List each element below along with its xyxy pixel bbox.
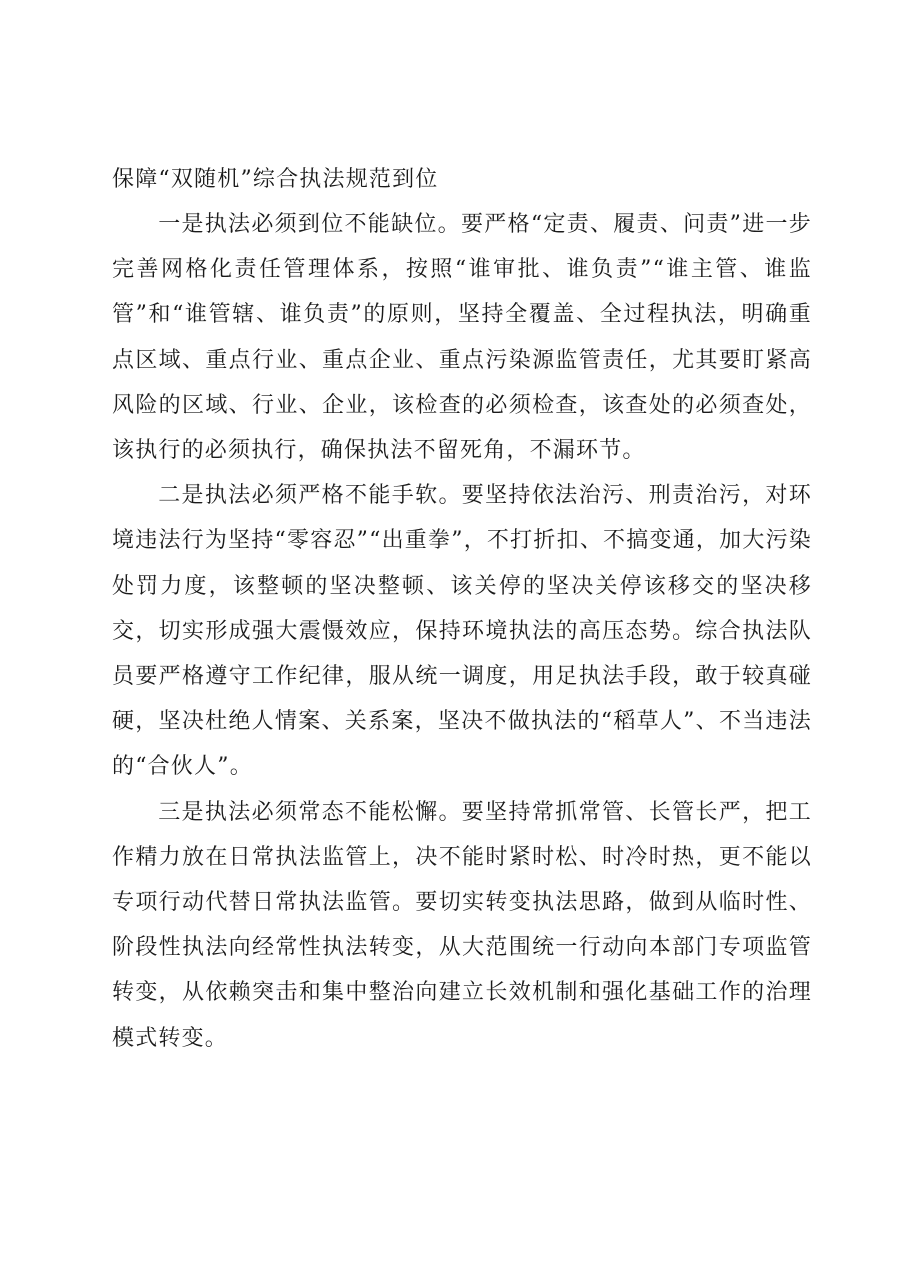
paragraph-1: 一是执法必须到位不能缺位。要严格“定责、履责、问责”进一步完善网格化责任管理体系，按照“谁审批、谁负责”“谁主管、谁监管”和“谁管辖、谁负责”的原则，坚持全覆盖、全过程执法，明确重点区域、重点行业、重点企业、重点污染源监管责任，尤其要盯紧高风险的区域、行业、企业，该检查的必须检查，该查处的必须查处，该执行的必须执行，确保执法不留死角，不漏环节。	[112, 212, 812, 464]
section-heading: 保障“双随机”综合执法规范到位	[112, 167, 439, 192]
document-body	[112, 158, 812, 1061]
paragraph-2: 二是执法必须严格不能手软。要坚持依法治污、刑责治污，对环境违法行为坚持“零容忍”“出重拳”，不打折扣、不搞变通，加大污染处罚力度，该整顿的坚决整顿、该关停的坚决关停该移交的坚决移交，切实形成强大震慑效应，保持环境执法的高压态势。综合执法队员要严格遵守工作纪律，服从统一调度，用足执法手段，敢于较真碰硬，坚决杜绝人情案、关系案，坚决不做执法的“稻草人”、不当违法的“合伙人”。	[112, 483, 812, 780]
paragraph-3: 三是执法必须常态不能松懈。要坚持常抓常管、长管长严，把工作精力放在日常执法监管上，决不能时紧时松、时冷时热，更不能以专项行动代替日常执法监管。要切实转变执法思路，做到从临时性、阶段性执法向经常性执法转变，从大范围统一行动向本部门专项监管转变，从依赖突击和集中整治向建立长效机制和强化基础工作的治理模式转变。	[112, 799, 812, 1051]
